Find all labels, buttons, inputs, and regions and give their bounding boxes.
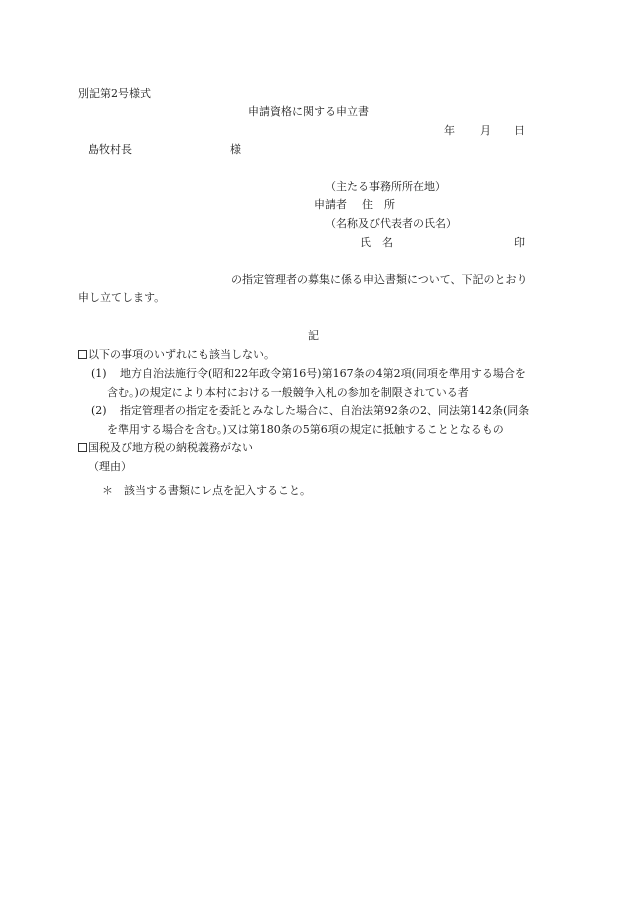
item-2-text: 国税及び地方税の納税義務がない: [88, 441, 253, 454]
address-label: 住 所: [362, 198, 395, 211]
name-label: 氏 名: [360, 236, 393, 249]
reason-label: （理由）: [88, 460, 132, 473]
office-location-note: （主たる事務所所在地）: [325, 180, 446, 193]
form-label: 別記第2号様式: [78, 87, 151, 100]
name-note: （名称及び代表者の氏名）: [325, 217, 457, 230]
body-line-2: 申し立てします。: [78, 291, 166, 304]
ki-heading: 記: [308, 329, 319, 342]
checkbox-item-2[interactable]: [78, 443, 87, 452]
item-1-text: 以下の事項のいずれにも該当しない。: [88, 348, 275, 361]
date-day: 日: [514, 124, 525, 137]
sub-item-2-line-2: を準用する場合を含む。)又は第180条の5第6項の規定に抵触することとなるもの: [107, 423, 504, 436]
item-2: [78, 441, 253, 455]
item-1: [78, 348, 275, 362]
sub-item-1-line-2: 含む。)の規定により本村における一般競争入札の参加を制限されている者: [107, 386, 469, 399]
addressee-name: 島牧村長: [88, 143, 132, 156]
sub-item-1-line-1: 地方自治法施行令(昭和22年政令第16号)第167条の4第2項(同項を準用する場合を: [120, 367, 526, 380]
addressee-honorific: 様: [230, 143, 241, 156]
checkbox-item-1[interactable]: [78, 350, 87, 359]
sub-item-2-line-1: 指定管理者の指定を委託とみなした場合に、自治法第92条の2、同法第142条(同条: [120, 404, 530, 417]
seal-mark: 印: [514, 236, 525, 249]
applicant-label: 申請者: [314, 198, 347, 211]
note-text: 該当する書類にレ点を記入すること。: [124, 484, 311, 497]
date-year: 年: [444, 124, 455, 137]
date-month: 月: [480, 124, 491, 137]
body-line-1: の指定管理者の募集に係る申込書類について、下記のとおり: [231, 273, 528, 286]
form-title: 申請資格に関する申立書: [248, 105, 369, 118]
sub-item-2-number: (2): [91, 404, 107, 417]
note-mark: ＊: [102, 484, 113, 497]
sub-item-1-number: (1): [91, 367, 107, 380]
